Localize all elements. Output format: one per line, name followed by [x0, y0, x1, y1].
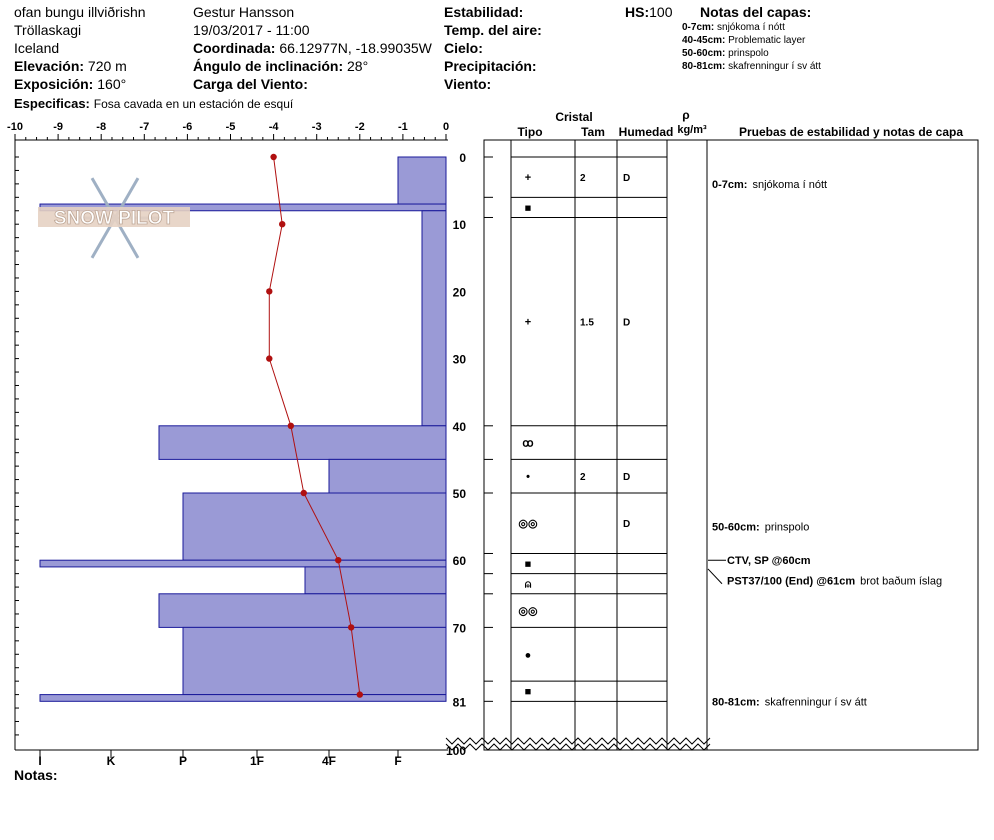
stability-note-text: prinspolo — [764, 521, 810, 534]
depth-tick-label: 20 — [452, 285, 466, 300]
hardness-bar — [183, 493, 446, 560]
grain-type-symbol: ◎◎ — [518, 518, 538, 531]
temperature-point — [348, 624, 354, 630]
grain-type-symbol: ⍝ — [524, 578, 532, 591]
temp-tick-label: 0 — [442, 121, 450, 133]
layer-note-range: 50-60cm: — [682, 48, 726, 59]
temp-tick-label: -1 — [398, 121, 408, 133]
elevation-label: Elevación: — [14, 58, 85, 74]
wind-load-label: Carga del Viento: — [193, 76, 308, 92]
layer-note-text: Problematic layer — [725, 35, 806, 46]
moisture: D — [623, 519, 631, 531]
layer-note-range: 40-45cm: — [682, 35, 726, 46]
grain-size: 2 — [580, 472, 586, 484]
country: Iceland — [14, 40, 60, 56]
grain-type-symbol: ◎◎ — [518, 605, 538, 618]
temperature-point — [266, 288, 272, 294]
depth-tick-label: 40 — [452, 419, 466, 434]
depth-tick-label: 30 — [452, 352, 466, 367]
stability-note-text: snjókoma í nótt — [752, 178, 828, 191]
moisture: D — [623, 472, 631, 484]
stability-note-bold: 50-60cm: — [712, 521, 760, 534]
temp-tick-label: -9 — [53, 121, 63, 133]
hardness-bars — [40, 157, 446, 701]
grain-type-symbol: + — [524, 172, 532, 185]
axis-break-lower — [446, 744, 710, 750]
temperature-point — [270, 154, 276, 160]
layer-note-text: snjókoma í nótt — [714, 22, 785, 33]
incline-label: Ángulo de inclinación: — [193, 58, 344, 74]
layer-note-range: 80-81cm: — [682, 61, 726, 72]
temp-tick-label: -8 — [96, 121, 107, 133]
depth-tick-label: 70 — [452, 621, 466, 636]
header-tipo: Tipo — [517, 125, 543, 139]
grain-type-symbol: ■ — [524, 558, 532, 571]
hardness-bar — [159, 426, 446, 460]
aspect-value: 160° — [97, 76, 127, 92]
specifics-label: Especificas: — [14, 96, 90, 111]
header-cristal: Cristal — [555, 110, 593, 124]
layer-notes-title: Notas del capas: — [700, 4, 812, 20]
stability-note-text: skafrenningur í sv átt — [764, 696, 867, 709]
hardness-tick-label: F — [394, 754, 402, 768]
temperature-point — [279, 221, 285, 227]
coord-value: 66.12977N, -18.99035W — [279, 40, 432, 56]
stability-note — [727, 575, 942, 587]
header-tests: Pruebas de estabilidad y notas de capa — [738, 125, 964, 139]
layer-note-text: prinspolo — [725, 48, 769, 59]
snowpilot-logo — [38, 178, 190, 258]
hardness-bar — [40, 560, 446, 567]
stability-note-bold: PST37/100 (End) @61cm — [727, 575, 856, 588]
temperature-point — [288, 423, 294, 429]
hardness-bar — [329, 459, 446, 493]
sky-label: Cielo: — [444, 40, 483, 56]
datetime: 19/03/2017 - 11:00 — [193, 22, 310, 38]
hardness-tick-label: 1F — [249, 754, 265, 768]
header-humedad: Humedad — [618, 125, 674, 139]
region: Tröllaskagi — [14, 22, 82, 38]
aspect-label: Exposición: — [14, 76, 94, 92]
incline-value: 28° — [347, 58, 369, 74]
hardness-bar — [305, 567, 446, 594]
layer-note-range: 0-7cm: — [682, 22, 715, 33]
temp-tick-label: -10 — [7, 121, 23, 133]
temperature-point — [335, 557, 341, 563]
hardness-bar — [422, 211, 446, 426]
temperature-point — [266, 355, 272, 361]
hardness-tick-label: 4F — [321, 754, 337, 768]
temp-tick-label: -5 — [225, 121, 236, 133]
test-arrow-line — [708, 569, 722, 584]
grain-type-symbol: ■ — [524, 202, 532, 215]
hardness-bar — [159, 594, 446, 628]
stability-note — [712, 696, 867, 708]
layer-note-text: skafrenningur í sv átt — [725, 61, 821, 72]
moisture: D — [623, 173, 631, 185]
depth-tick-label: 100 — [445, 744, 466, 758]
elevation-value: 720 m — [87, 58, 127, 74]
stability-note-text: brot baðum íslag — [860, 575, 943, 588]
depth-tick-label: 10 — [452, 218, 466, 233]
hardness-bar — [398, 157, 446, 204]
observer: Gestur Hansson — [193, 4, 295, 20]
table-frame — [484, 140, 978, 750]
stability-note — [712, 522, 809, 534]
grain-type-symbol: ꝏ — [522, 437, 534, 450]
header-rho: ρ — [682, 108, 690, 122]
location-name: ofan bungu illviðrishn — [14, 4, 146, 20]
hardness-bar — [183, 627, 446, 694]
hs-label: HS: — [625, 4, 650, 20]
hardness-tick-label: P — [178, 754, 188, 768]
grain-size: 1.5 — [580, 317, 594, 329]
grain-type-symbol: + — [524, 316, 532, 329]
temperature-point — [301, 490, 307, 496]
layer-table — [446, 108, 978, 750]
wind-label: Viento: — [444, 76, 492, 92]
grain-type-symbol: ■ — [524, 686, 532, 699]
precip-label: Precipitación: — [444, 58, 537, 74]
stability-note — [712, 179, 827, 191]
depth-tick-label: 81 — [452, 695, 466, 710]
grain-type-symbol: ● — [524, 649, 532, 662]
temp-tick-label: -7 — [139, 121, 150, 133]
air-temp-label: Temp. del aire: — [444, 22, 542, 38]
notes-label: Notas: — [14, 767, 58, 783]
temp-tick-label: -3 — [311, 121, 322, 133]
coord-label: Coordinada: — [193, 40, 276, 56]
header-tam: Tam — [581, 125, 605, 139]
hs-value: 100 — [649, 4, 673, 20]
stability-note-bold: 0-7cm: — [712, 178, 748, 191]
stability-note-bold: 80-81cm: — [712, 696, 760, 709]
stability-note — [727, 555, 811, 567]
hardness-tick-label: K — [106, 754, 116, 768]
stability-label: Estabilidad: — [444, 4, 524, 20]
grain-size: 2 — [580, 173, 586, 185]
specifics-value: Fosa cavada en un estación de esquí — [93, 97, 294, 111]
grain-type-symbol: • — [526, 471, 530, 484]
moisture: D — [623, 317, 631, 329]
header-density-unit: kg/m³ — [677, 124, 707, 136]
hardness-bar — [40, 695, 446, 702]
hardness-tick-label: I — [38, 754, 42, 768]
depth-tick-label: 50 — [452, 487, 466, 501]
temperature-point — [357, 691, 363, 697]
temp-tick-label: -2 — [354, 121, 365, 133]
axis-break-upper — [446, 738, 710, 744]
depth-tick-label: 60 — [452, 554, 466, 569]
temp-tick-label: -4 — [268, 121, 279, 133]
temp-tick-label: -6 — [182, 121, 193, 133]
depth-tick-label: 0 — [459, 151, 466, 165]
stability-note-bold: CTV, SP @60cm — [727, 555, 811, 568]
logo-text: SNOW PILOT — [53, 208, 175, 229]
